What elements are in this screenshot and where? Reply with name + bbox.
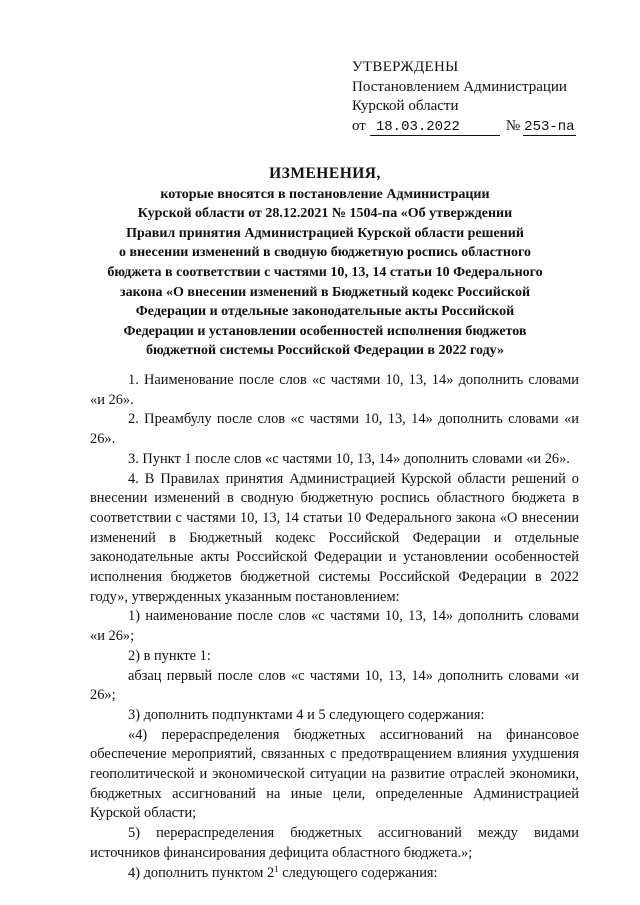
title-line: закона «О внесении изменений в Бюджетный кодекс Российской	[119, 284, 531, 300]
approved-label: УТВЕРЖДЕНЫ	[352, 59, 459, 75]
title-line: Федерации и отдельные законодательные акты Российской	[135, 304, 515, 320]
paragraph-1: 1. Наименование после слов «с частями 10, 13, 14» дополнить словами «и 26».	[90, 372, 579, 408]
document-body	[90, 371, 579, 883]
title-line: Курской области от 28.12.2021 № 1504-па «Об утверждении	[137, 206, 513, 222]
new-item-5: 5) перераспределения бюджетных ассигнований между видами источников финансирования дефицита областного бюджета.»;	[90, 825, 579, 861]
title-line: бюджетной системы Российской Федерации в 2022 году»	[145, 343, 505, 359]
subparagraph-4-text: 4) дополнить пунктом 2	[128, 864, 275, 881]
title-line: о внесении изменений в сводную бюджетную роспись областного	[119, 245, 531, 261]
subparagraph-3: 3) дополнить подпунктами 4 и 5 следующего содержания:	[128, 706, 485, 723]
new-item-4: «4) перераспределения бюджетных ассигнований на финансовое обеспечение мероприятий, связанных с предотвращением влияния ухудшения геополитической и экономической ситуации на развитие отраслей экономики, бюджетных ассигнований на иные цели, определенные Администрацией Курской области;	[90, 726, 579, 822]
paragraph-4: 4. В Правилах принятия Администрацией Курской области решений о внесении изменений в сводную бюджетную роспись областного бюджета в соответствии с частями 10, 13, 14 статьи 10 Федерального закона «О внесении изменений в Бюджетный кодекс Российской Федерации и отдельные законодательные акты Российской Федерации и установлении особенностей исполнения бюджетов бюджетной системы Российской Федерации в 2022 году», утвержденных указанным постановлением:	[90, 470, 579, 605]
subparagraph-4	[90, 864, 579, 884]
approval-region-line: Курской области	[352, 98, 459, 114]
title-line: которые вносятся в постановление Администрации	[160, 186, 490, 202]
approval-block	[352, 58, 576, 136]
subparagraph-1: 1) наименование после слов «с частями 10, 13, 14» дополнить словами «и 26»;	[90, 608, 579, 645]
title-line: бюджета в соответствии с частями 10, 13, 14 статьи 10 Федерального	[107, 264, 543, 280]
title-line: Федерации и установлении особенностей исполнения бюджетов	[123, 323, 527, 339]
approval-date: 18.03.2022	[370, 119, 500, 136]
point-superscript: 1	[274, 863, 279, 874]
approval-number: 253-па	[524, 119, 575, 135]
paragraph-3: 3. Пункт 1 после слов «с частями 10, 13, 14» дополнить словами «и 26».	[128, 450, 570, 467]
subparagraph-2-text: абзац первый после слов «с частями 10, 13, 14» дополнить словами «и 26»;	[90, 667, 579, 704]
document-title	[90, 164, 560, 361]
approval-authority-line: Постановлением Администрации	[352, 78, 567, 95]
approval-date-number-line	[352, 117, 576, 137]
title-line: Правил принятия Администрацией Курской области решений	[126, 225, 524, 241]
number-prefix: №	[505, 117, 521, 134]
subparagraph-2: 2) в пункте 1:	[128, 647, 211, 664]
title-heading: ИЗМЕНЕНИЯ,	[269, 165, 381, 182]
date-prefix: от	[352, 117, 366, 134]
paragraph-2: 2. Преамбулу после слов «с частями 10, 13, 14» дополнить словами «и 26».	[90, 411, 579, 448]
subparagraph-4-tail: следующего содержания:	[278, 864, 438, 881]
